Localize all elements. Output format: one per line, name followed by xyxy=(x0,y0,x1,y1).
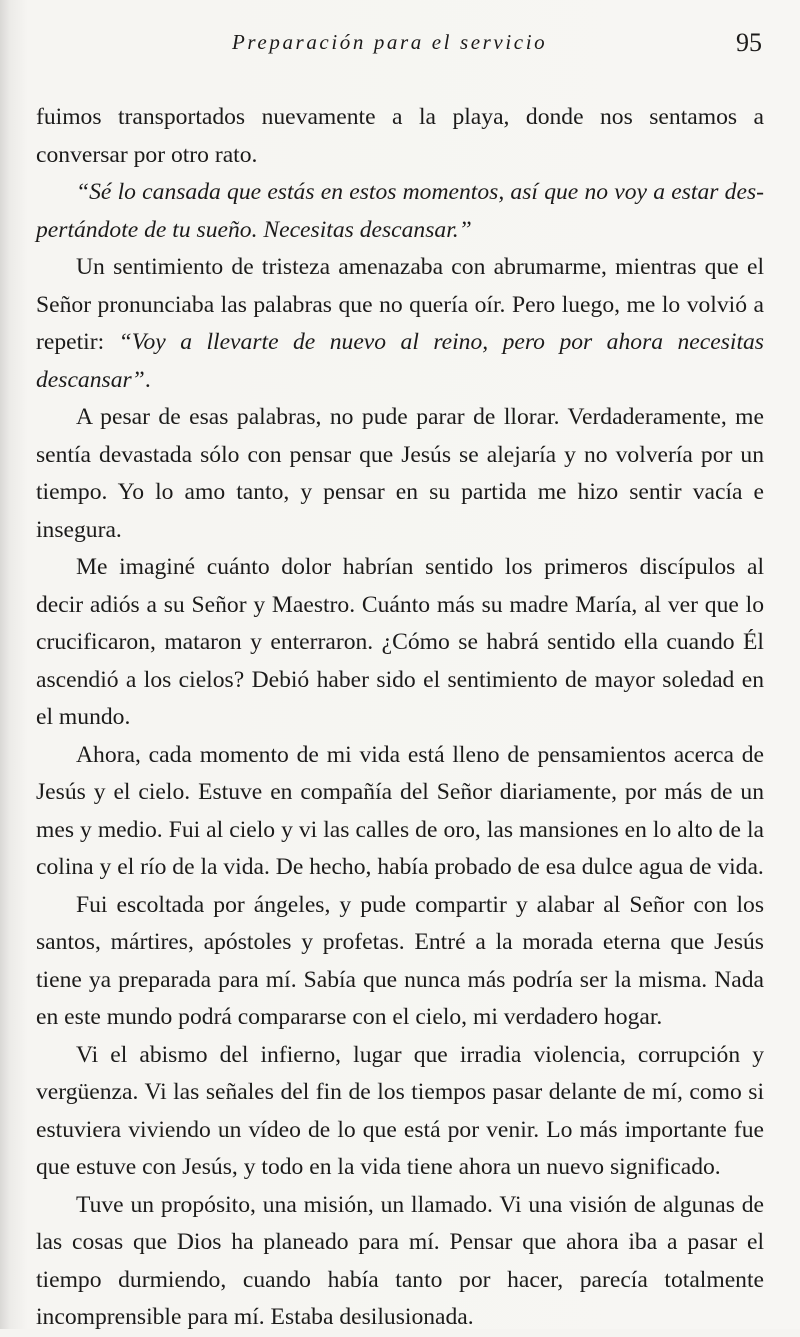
paragraph-3-text: Un sentimiento de tristeza amenazaba con abrumarme, mientras que el Señor pronunciaba las palabras que no quería oír. Pero luego, me lo volvió a repetir: xyxy=(36,254,764,355)
body-text xyxy=(36,99,764,1337)
paragraph-1: fuimos transportados nuevamente a la playa, donde nos sentamos a conversar por otro rato. xyxy=(36,104,764,168)
paragraph-8: Vi el abismo del infierno, lugar que irradia violencia, corrupción y vergüenza. Vi las señales del fin de los tiempos pasar delante de mí, como si estuviera viviendo un vídeo de lo que está por venir. Lo más importante fue que estuve con Jesús, y todo en la vida tiene ahora un nuevo significado. xyxy=(36,1041,764,1180)
paragraph-3-quote: “Voy a llevarte de nuevo al reino, pero por ahora necesitas descansar” xyxy=(36,329,764,393)
paragraph-7: Fui escoltada por ángeles, y pude compartir y alabar al Señor con los santos, mártires, apóstoles y profetas. Entré a la morada eterna que Jesús tiene ya preparada para mí. Sabía que nunca más podría ser la misma. Nada en este mundo podrá compararse con el cielo, mi verdadero hogar. xyxy=(36,891,764,1030)
paragraph-3 xyxy=(36,249,764,399)
page-header xyxy=(0,26,800,62)
page-number: 95 xyxy=(736,28,762,57)
paragraph-2-quote: “Sé lo cansada que estás en estos momentos, así que no voy a estar despertándote de tu sueño. Necesitas descansar.” xyxy=(36,179,764,243)
paragraph-6: Ahora, cada momento de mi vida está lleno de pensamientos acerca de Jesús y el cielo. Estuve en compañía del Señor diariamente, por más de un mes y medio. Fui al cielo y vi las calles de oro, las mansiones en lo alto de la colina y el río de la vida. De hecho, había probado de esa dulce agua de vida. xyxy=(36,741,764,880)
paragraph-9: Tuve un propósito, una misión, un llamado. Vi una visión de algunas de las cosas que Dios ha planeado para mí. Pensar que ahora iba a pasar el tiempo durmiendo, cuando había tanto por hacer, parecía totalmente incomprensible para mí. Estaba desilusionada. xyxy=(36,1191,764,1330)
paragraph-3-end: . xyxy=(144,366,151,393)
running-title: Preparación para el servicio xyxy=(232,30,548,54)
paragraph-4: A pesar de esas palabras, no pude parar de llorar. Verdaderamente, me sentía devastada sólo con pensar que Jesús se alejaría y no volvería por un tiempo. Yo lo amo tanto, y pensar en su partida me hizo sentir vacía e insegura. xyxy=(36,404,764,543)
paragraph-5: Me imaginé cuánto dolor habrían sentido los primeros discípulos al decir adiós a su Señor y Maestro. Cuánto más su madre María, al ver que lo crucificaron, mataron y enterraron. ¿Cómo se habrá sentido ella cuando Él ascendió a los cielos? Debió haber sido el sentimiento de mayor soledad en el mundo. xyxy=(36,554,764,730)
